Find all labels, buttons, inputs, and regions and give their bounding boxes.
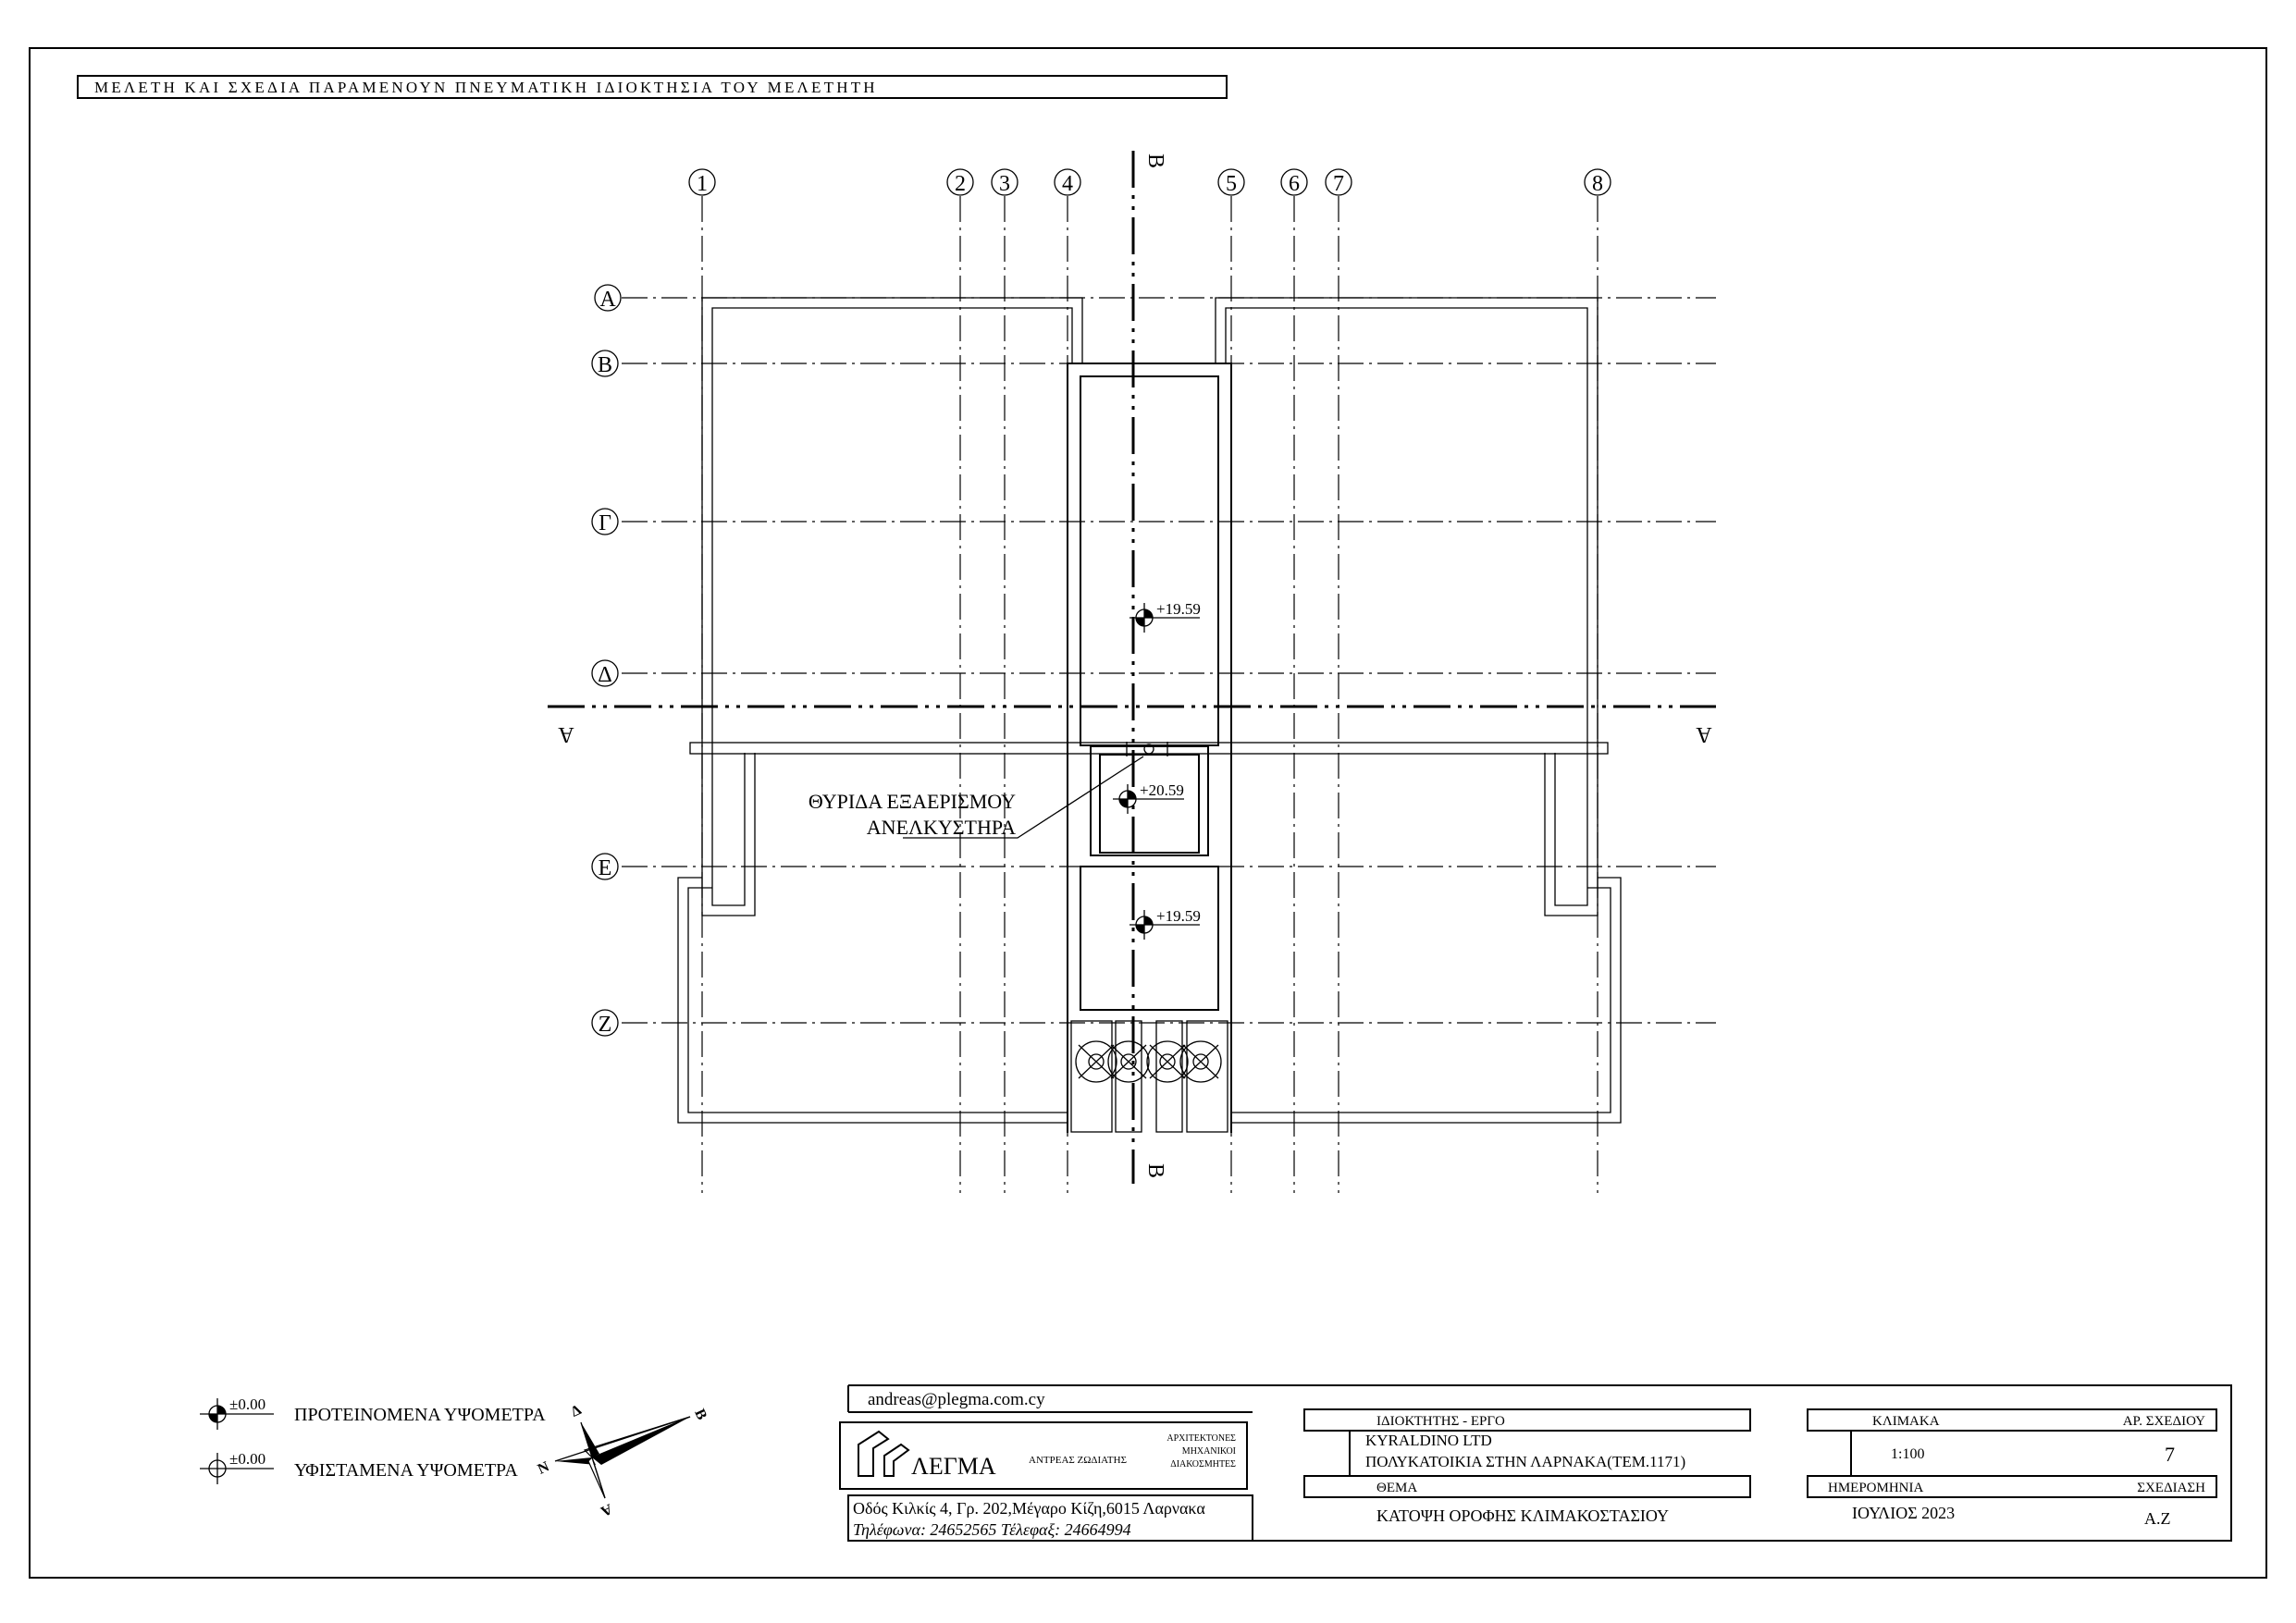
stair-core-outer bbox=[1068, 363, 1231, 1133]
copyright-notice bbox=[78, 76, 1227, 98]
lower-right-wing-inner bbox=[1231, 888, 1611, 1113]
profession-3: ΔΙΑΚΟΣΜΗΤΕΣ bbox=[1170, 1459, 1236, 1469]
column-markers bbox=[689, 169, 1611, 196]
level-value-middle: +20.59 bbox=[1140, 781, 1184, 799]
legend-proposed-symbol bbox=[200, 1396, 274, 1430]
floor-plan bbox=[678, 298, 1621, 1133]
stair-upper-slab bbox=[1080, 376, 1218, 745]
annotation-line-2: ΑΝΕΛΚΥΣΤΗΡΑ bbox=[866, 816, 1016, 839]
address-text: Οδός Κιλκίς 4, Γρ. 202,Μέγαρο Κίζη,6015 Λαρνακα bbox=[853, 1499, 1205, 1518]
row-marker-E bbox=[592, 854, 618, 880]
legend-proposed-value: ±0.00 bbox=[229, 1396, 266, 1413]
svg-text:E: E bbox=[598, 856, 612, 880]
svg-text:5: 5 bbox=[1226, 172, 1237, 196]
scale-value: 1:100 bbox=[1891, 1446, 1925, 1462]
row-marker-A bbox=[595, 285, 621, 312]
email-text: andreas@plegma.com.cy bbox=[868, 1390, 1045, 1409]
section-label-top: B bbox=[1143, 154, 1167, 169]
column-marker-5 bbox=[1218, 169, 1244, 196]
legend-existing-symbol bbox=[200, 1450, 274, 1484]
right-slab-outline bbox=[1216, 298, 1598, 916]
compass-letter-1: Δ bbox=[568, 1402, 585, 1420]
stair-lower-slab bbox=[1080, 867, 1218, 1010]
right-slab-inner bbox=[1226, 308, 1587, 905]
row-marker-D bbox=[592, 660, 618, 687]
drawn-header: ΣΧΕΔΙΑΣΗ bbox=[2137, 1481, 2205, 1495]
compass-icon bbox=[536, 1402, 710, 1519]
column-marker-7 bbox=[1326, 169, 1352, 196]
svg-text:6: 6 bbox=[1289, 172, 1300, 196]
level-marker-bottom bbox=[1129, 907, 1201, 940]
date-header: ΗΜΕΡΟΜΗΝΙΑ bbox=[1828, 1481, 1924, 1495]
level-value-bottom: +19.59 bbox=[1156, 907, 1201, 925]
ac-units bbox=[1071, 1021, 1228, 1132]
svg-text:Γ: Γ bbox=[599, 511, 611, 535]
column-marker-6 bbox=[1281, 169, 1307, 196]
level-marker-middle bbox=[1113, 781, 1184, 814]
profession-2: ΜΗΧΑΝΙΚΟΙ bbox=[1181, 1446, 1236, 1457]
drawing-no-header: ΑΡ. ΣΧΕΔΙΟΥ bbox=[2122, 1414, 2205, 1429]
column-marker-8 bbox=[1585, 169, 1611, 196]
subject-header: ΘΕΜΑ bbox=[1376, 1481, 1418, 1495]
drawn-by-value: A.Z bbox=[2144, 1509, 2171, 1528]
svg-text:Δ: Δ bbox=[598, 663, 612, 687]
row-markers bbox=[592, 285, 621, 1037]
svg-text:4: 4 bbox=[1062, 172, 1073, 196]
title-block bbox=[840, 1385, 2231, 1541]
lift-vent-hatch bbox=[1100, 755, 1199, 853]
sheet-border bbox=[30, 48, 2266, 1578]
section-label-left: A bbox=[558, 722, 574, 746]
profession-1: ΑΡΧΙΤΕΚΤΟΝΕΣ bbox=[1167, 1433, 1236, 1444]
row-marker-B bbox=[592, 350, 618, 377]
vent-hatch-annotation bbox=[809, 756, 1143, 839]
firm-name: ΛΕΓΜΑ bbox=[911, 1453, 996, 1480]
lift-shaft bbox=[1091, 746, 1208, 855]
grid-axes bbox=[622, 196, 1716, 1193]
svg-text:1: 1 bbox=[697, 172, 708, 196]
svg-text:A: A bbox=[599, 288, 616, 312]
date-value: ΙΟΥΛΙΟΣ 2023 bbox=[1852, 1504, 1956, 1522]
svg-text:7: 7 bbox=[1333, 172, 1344, 196]
owner-header: ΙΔΙΟΚΤΗΤΗΣ - ΕΡΓΟ bbox=[1376, 1414, 1505, 1429]
section-label-bottom: B bbox=[1143, 1163, 1167, 1179]
scale-header: ΚΛΙΜΑΚΑ bbox=[1872, 1414, 1940, 1429]
column-marker-4 bbox=[1055, 169, 1080, 196]
project-name: ΠΟΛΥΚΑΤΟΙΚΙΑ ΣΤΗΝ ΛΑΡΝΑΚΑ(ΤΕΜ.1171) bbox=[1365, 1453, 1686, 1470]
svg-text:Z: Z bbox=[598, 1013, 612, 1037]
svg-text:8: 8 bbox=[1592, 172, 1603, 196]
architect-name: ΑΝΤΡΕΑΣ ΖΩΔΙΑΤΗΣ bbox=[1029, 1455, 1127, 1466]
lower-left-wing-inner bbox=[688, 888, 1068, 1113]
annotation-line-1: ΘΥΡΙΔΑ ΕΞΑΕΡΙΣΜΟΥ bbox=[808, 790, 1016, 813]
svg-text:3: 3 bbox=[999, 172, 1010, 196]
firm-logo-icon bbox=[858, 1432, 908, 1476]
lower-right-wing bbox=[1231, 878, 1621, 1123]
legend-existing-value: ±0.00 bbox=[229, 1450, 266, 1468]
column-marker-2 bbox=[947, 169, 973, 196]
svg-text:B: B bbox=[597, 353, 613, 377]
column-marker-1 bbox=[689, 169, 715, 196]
legend-existing-label: ΥΦΙΣΤΑΜΕΝΑ ΥΨΟΜΕΤΡΑ bbox=[294, 1460, 518, 1481]
notice-text: ΜΕΛΕΤΗ ΚΑΙ ΣΧΕΔΙΑ ΠΑΡΑΜΕΝΟΥΝ ΠΝΕΥΜΑΤΙΚΗ ΙΔΙΟΚΤΗΣΙΑ ΤΟΥ ΜΕΛΕΤΗΤΗ bbox=[94, 79, 878, 96]
row-marker-G bbox=[592, 509, 618, 535]
phones-text: Τηλέφωνα: 24652565 Τέλεφαξ: 24664994 bbox=[853, 1520, 1131, 1539]
compass-letter-2: B bbox=[691, 1407, 710, 1423]
drawing-no-value: 7 bbox=[2165, 1443, 2175, 1466]
compass-letter-3: N bbox=[535, 1458, 552, 1478]
owner-name: KYRALDINO LTD bbox=[1365, 1432, 1492, 1449]
lower-left-wing bbox=[678, 878, 1068, 1123]
compass-letter-4: A bbox=[598, 1500, 615, 1519]
svg-text:2: 2 bbox=[955, 172, 966, 196]
section-lines bbox=[548, 151, 1716, 1184]
row-marker-Z bbox=[592, 1010, 618, 1037]
subject-text: ΚΑΤΟΨΗ ΟΡΟΦΗΣ ΚΛΙΜΑΚΟΣΤΑΣΙΟΥ bbox=[1376, 1506, 1670, 1525]
level-value-top: +19.59 bbox=[1156, 600, 1201, 618]
legend bbox=[200, 1396, 546, 1484]
legend-proposed-label: ΠΡΟΤΕΙΝΟΜΕΝΑ ΥΨΟΜΕΤΡΑ bbox=[294, 1405, 546, 1425]
level-marker-top bbox=[1129, 600, 1201, 633]
column-marker-3 bbox=[992, 169, 1018, 196]
section-label-right: A bbox=[1696, 722, 1712, 746]
